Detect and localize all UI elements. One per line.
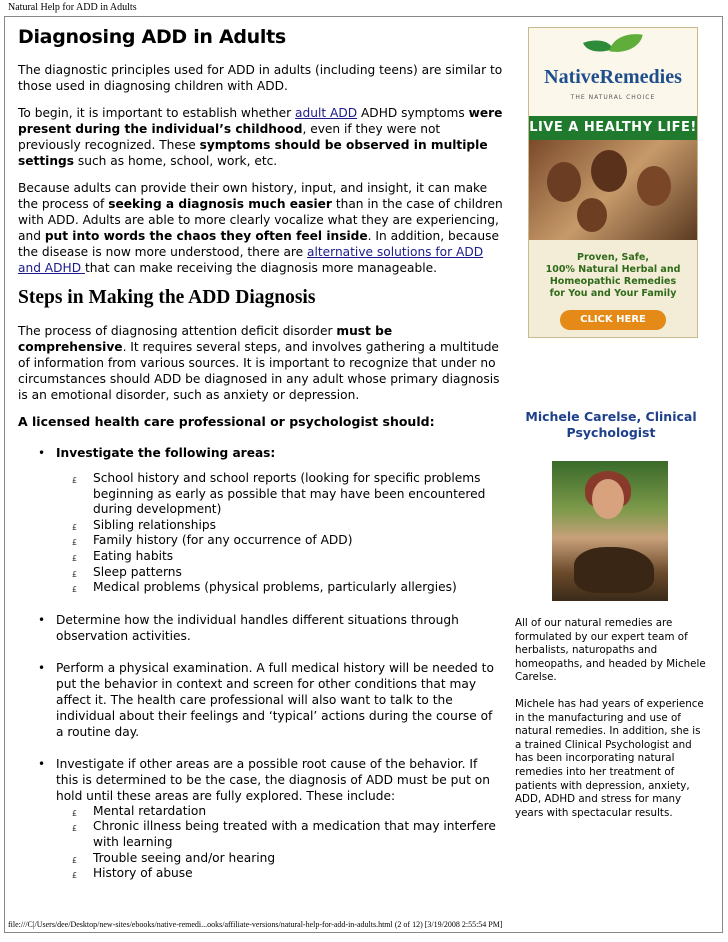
leaf-icon	[583, 34, 613, 58]
page-title: Diagnosing ADD in Adults	[18, 26, 286, 48]
paragraph-intro: The diagnostic principles used for ADD in adults (including teens) are similar to those used in diagnosing children with ADD.	[18, 63, 503, 93]
ad-logo	[529, 28, 697, 116]
list-item: £ Mental retardation	[72, 804, 503, 820]
main-content	[18, 26, 503, 898]
list-item: £ School history and school reports (looking for specific problems beginning as early as possible that may have been encountered during development)	[72, 471, 486, 517]
section-title: Steps in Making the ADD Diagnosis	[18, 287, 316, 308]
list-item: £ History of abuse	[72, 866, 503, 882]
bullet-icon: £	[72, 476, 78, 485]
steps-list	[18, 445, 503, 882]
bullet-icon: £	[72, 871, 78, 881]
psychologist-caption: Michele Carelse, Clinical Psychologist	[525, 409, 697, 440]
bullet-icon: £	[72, 808, 78, 818]
psychologist-photo	[552, 461, 668, 601]
face-shape	[577, 198, 607, 232]
list-item: £ Sibling relationships	[72, 518, 503, 534]
face-shape	[547, 162, 581, 202]
face-shape	[591, 150, 627, 192]
bio-paragraph: All of our natural remedies are formulated by our expert team of herbalists, naturopaths and homeopaths, and headed by Michele Carelse.	[515, 617, 706, 684]
ad-tagline: THE NATURAL CHOICE	[570, 94, 656, 101]
causes-sublist	[56, 804, 503, 882]
bio-paragraph: Michele has had years of experience in the manufacturing and use of natural remedies. In addition, she is a trained Clinical Psychologist and has been incorporating natural remedies into her treatment of patients with depression, anxiety, ADD, ADHD and stress for many years with spectacular results.	[515, 697, 704, 819]
list-item: £ Sleep patterns	[72, 565, 503, 581]
list-item: £ Chronic illness being treated with a medication that may interfere with learning	[72, 819, 496, 849]
list-item: £ Eating habits	[72, 549, 503, 565]
leaf-icon	[609, 30, 642, 57]
bullet-icon: £	[72, 538, 78, 548]
click-here-button[interactable]: CLICK HERE	[560, 310, 666, 330]
list-item: • Investigate the following areas: £ School history and school reports (looking for specific problems beginning as early as possible that may have been encountered during development) £ Sibling relationships £ Family history (for any occurrence of ADD) £ Eating habits £ Sleep patterns £ Medical problems (physical problems, particularly allergies)	[36, 445, 503, 596]
list-item: £ Family history (for any occurrence of ADD)	[72, 533, 503, 549]
paragraph-adults: Because adults can provide their own history, input, and insight, it can make the process of seeking a diagnosis much easier than in the case of children with ADD. Adults are able to more clearly vocalize what they are experiencing, and put into words the chaos they often feel inside. In addition, because the disease is now more understood, there are alternative solutions for ADD and ADHD that can make receiving the diagnosis more manageable.	[18, 181, 503, 275]
family-photo	[529, 140, 697, 240]
bold-childhood: were present during the individual’s childhood	[18, 106, 503, 136]
bullet-icon: £	[72, 585, 78, 595]
areas-sublist	[56, 471, 503, 596]
page-header: Natural Help for ADD in Adults	[8, 2, 137, 13]
bullet-icon: £	[72, 824, 78, 834]
sidebar-bio	[515, 617, 709, 833]
paragraph-childhood: To begin, it is important to establish whether adult ADD ADHD symptoms were present during the individual’s childhood, even if they were not previously recognized. These symptoms should be observed in multiple settings such as home, school, work, etc.	[18, 106, 503, 168]
ad-claims: Proven, Safe, 100% Natural Herbal and Homeopathic Remedies for You and Your Family	[545, 252, 681, 299]
head-shape	[592, 479, 624, 519]
bullet-icon: £	[72, 855, 78, 865]
bullet-icon: £	[72, 522, 78, 532]
dog-shape	[574, 547, 654, 593]
bullet-icon: £	[72, 553, 78, 563]
ad-brand: NativeRemedies	[544, 66, 682, 88]
face-shape	[637, 166, 671, 206]
ad-banner: LIVE A HEALTHY LIFE!	[529, 116, 697, 140]
list-item: £ Trouble seeing and/or hearing	[72, 851, 503, 867]
adult-add-link[interactable]: adult ADD	[295, 106, 358, 120]
list-item: • Investigate if other areas are a possible root cause of the behavior. If this is determined to be the case, the diagnosis of ADD must be put on hold until these areas are fully explored. These include: £ Mental retardation £ Chronic illness being treated with a medication that may interfere with learning £ Trouble seeing and/or hearing £ History of abuse	[36, 756, 503, 882]
lead-heading: A licensed health care professional or psychologist should:	[18, 414, 435, 429]
paragraph-process: The process of diagnosing attention deficit disorder must be comprehensive. It requires several steps, and involves gathering a multitude of information from various sources. It is important to recognize that under no circumstances should ADD be diagnosed in any adult whose primary diagnosis is an emotional disorder, such as anxiety or depression.	[18, 324, 500, 402]
bullet-icon: £	[72, 569, 78, 579]
list-item: £ Medical problems (physical problems, particularly allergies)	[72, 580, 503, 596]
native-remedies-ad[interactable]	[528, 27, 698, 338]
page-footer: file:///C|/Users/dee/Desktop/new-sites/ebooks/native-remedi...ooks/affiliate-versions/natural-help-for-add-in-adults.html (2 of 12) [3/19/2008 2:55:54 PM]	[8, 920, 503, 929]
bold-settings: symptoms should be observed in multiple settings	[18, 138, 488, 168]
list-item: • Perform a physical examination. A full medical history will be needed to put the behavior in context and screen for other conditions that may affect it. The health care professional will also want to talk to the individual about their feelings and ‘typical’ actions during the course of a routine day.	[36, 660, 503, 740]
list-item: • Determine how the individual handles different situations through observation activities.	[36, 612, 503, 644]
alternative-solutions-link[interactable]: alternative solutions for ADD and ADHD	[18, 245, 484, 275]
